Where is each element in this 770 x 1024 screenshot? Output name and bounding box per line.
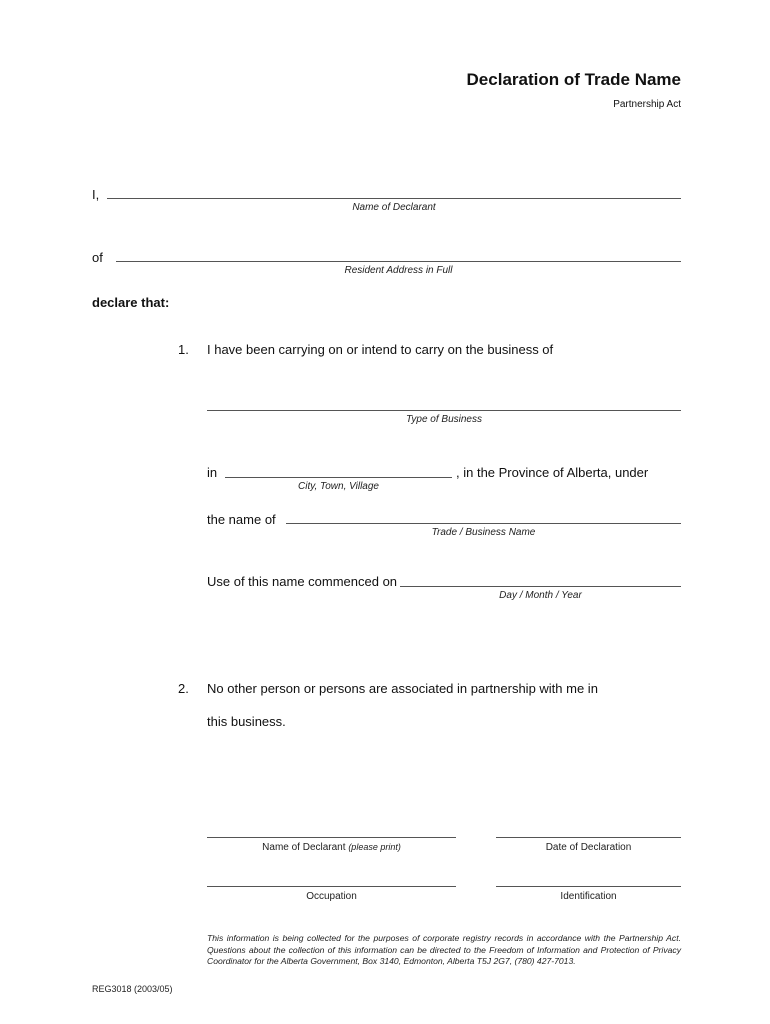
print-name-caption-note: (please print) — [348, 842, 401, 852]
resident-address-field[interactable] — [116, 261, 681, 262]
item2-number: 2. — [178, 681, 189, 696]
item1-text: I have been carrying on or intend to carry on the business of — [207, 342, 554, 357]
print-name-field[interactable] — [207, 837, 456, 838]
location-caption: City, Town, Village — [298, 481, 379, 492]
print-name-caption-text: Name of Declarant — [262, 842, 346, 853]
privacy-notice: This information is being collected for the purposes of corporate registry records in accordance with the Partnership Act. Questions about the collection of this information can be directed to the Freedom of Information and Protection of Privacy Coordinator for the Alberta Government, Box 3140, Edmonton, Alberta T5J 2G7, (780) 427-7013. — [207, 933, 681, 966]
declarant-name-caption: Name of Declarant — [352, 202, 436, 213]
province-text: , in the Province of Alberta, under — [456, 465, 649, 480]
trade-name-caption: Trade / Business Name — [431, 527, 536, 538]
identification-caption: Identification — [560, 891, 617, 902]
item1-number: 1. — [178, 342, 189, 357]
item2-line2: this business. — [207, 714, 286, 729]
occupation-caption: Occupation — [306, 891, 357, 902]
in-label: in — [207, 465, 218, 480]
trade-name-field[interactable] — [286, 523, 681, 524]
declarant-prefix: I, — [92, 187, 100, 202]
print-name-caption — [207, 842, 456, 853]
trade-name-label: the name of — [207, 512, 276, 527]
address-prefix: of — [92, 250, 103, 265]
declarant-name-field[interactable] — [107, 198, 681, 199]
resident-address-caption: Resident Address in Full — [344, 265, 453, 276]
occupation-field[interactable] — [207, 886, 456, 887]
commenced-date-field[interactable] — [400, 586, 681, 587]
location-field[interactable] — [225, 477, 452, 478]
business-type-field[interactable] — [207, 410, 681, 411]
business-type-caption: Type of Business — [406, 414, 482, 425]
declare-heading: declare that: — [92, 295, 170, 310]
commenced-date-caption: Day / Month / Year — [499, 590, 582, 601]
page-subtitle: Partnership Act — [613, 99, 681, 110]
item2-line1: No other person or persons are associated in partnership with me in — [207, 681, 598, 696]
identification-field[interactable] — [496, 886, 681, 887]
declaration-date-field[interactable] — [496, 837, 681, 838]
commenced-label: Use of this name commenced on — [207, 574, 398, 589]
form-number: REG3018 (2003/05) — [92, 984, 173, 994]
declaration-date-caption: Date of Declaration — [545, 842, 632, 853]
page-title: Declaration of Trade Name — [466, 70, 681, 89]
